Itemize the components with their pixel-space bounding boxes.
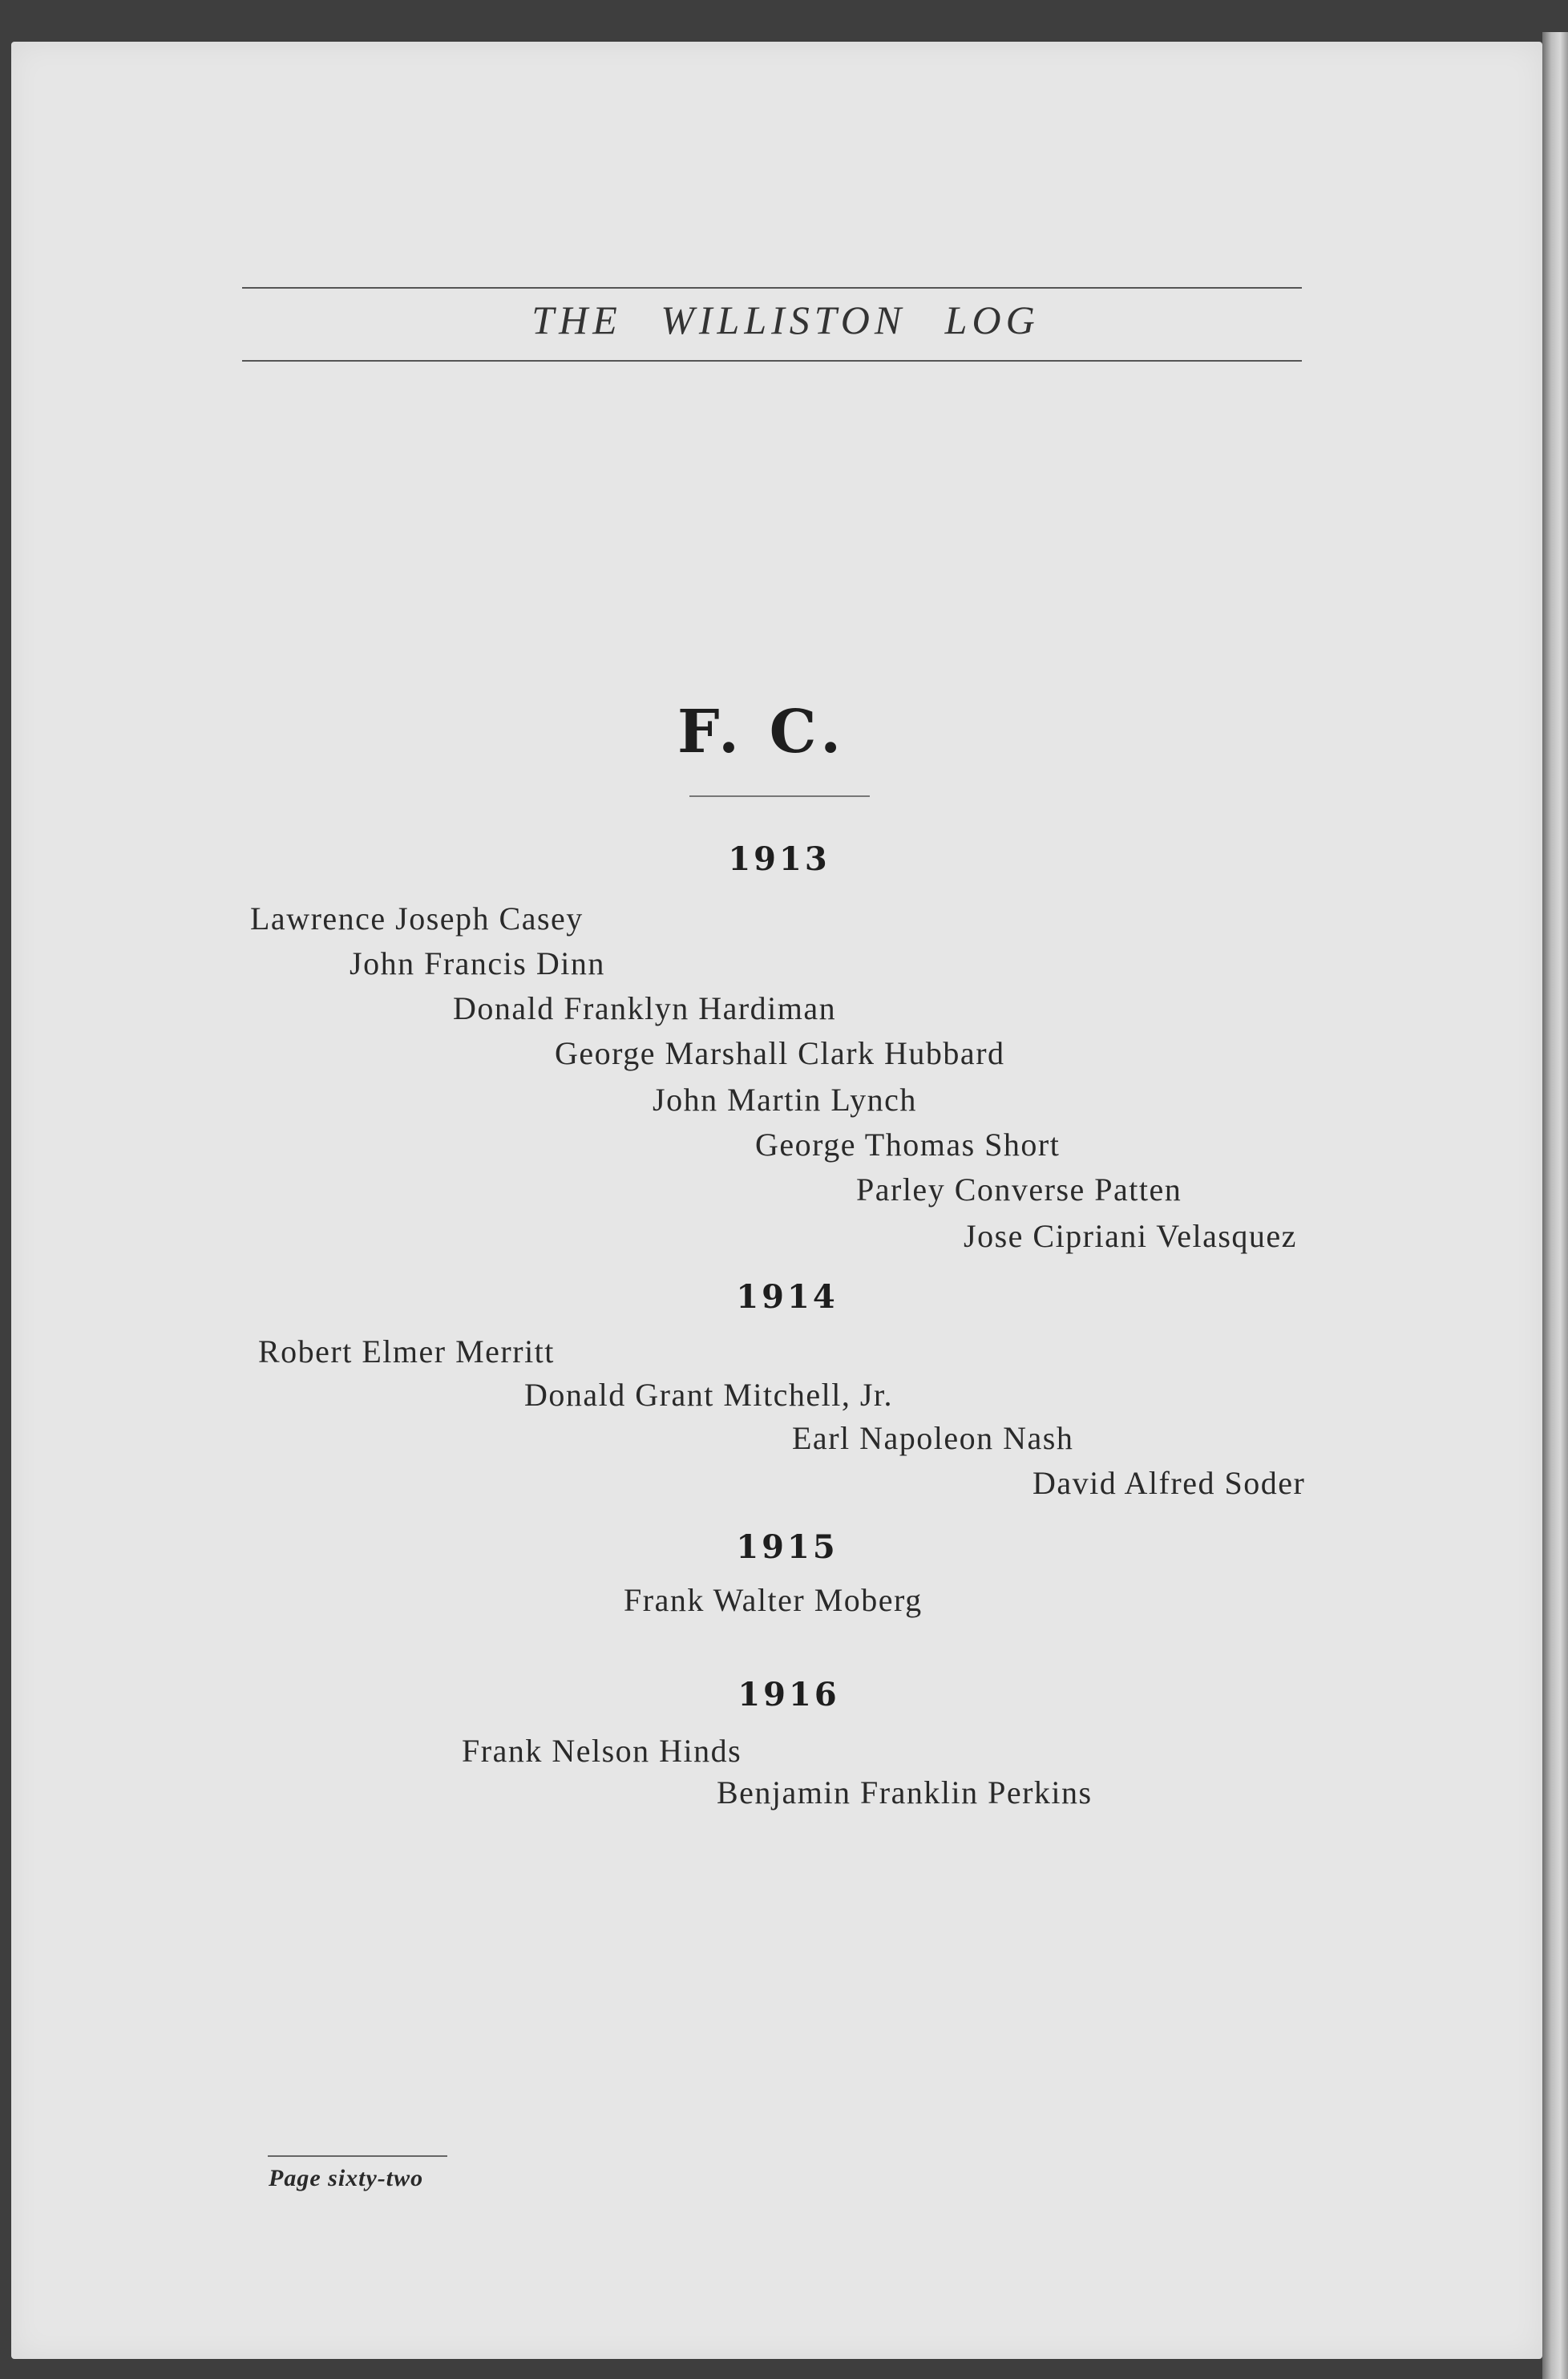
class-year-1914: 1914 <box>736 1278 839 1316</box>
member-name: Frank Nelson Hinds <box>462 1733 742 1769</box>
page-edge <box>1542 32 1568 2379</box>
page-sheet <box>11 42 1542 2359</box>
running-head: THE WILLISTON LOG <box>531 297 1040 342</box>
society-rule <box>689 795 870 797</box>
member-name: John Francis Dinn <box>350 945 605 981</box>
member-name: Frank Walter Moberg <box>624 1582 923 1618</box>
member-name: Benjamin Franklin Perkins <box>717 1774 1093 1811</box>
class-year-1913: 1913 <box>728 840 830 878</box>
header-top-rule <box>242 287 1302 289</box>
member-name: John Martin Lynch <box>653 1082 917 1118</box>
member-name: Robert Elmer Merritt <box>258 1333 555 1370</box>
page-number: Page sixty-two <box>269 2165 424 2191</box>
member-name: Earl Napoleon Nash <box>792 1420 1074 1456</box>
member-name: George Marshall Clark Hubbard <box>555 1035 1005 1071</box>
footer-rule <box>268 2155 447 2157</box>
member-name: George Thomas Short <box>755 1127 1061 1163</box>
member-name: Parley Converse Patten <box>856 1171 1182 1208</box>
member-name: Lawrence Joseph Casey <box>250 900 584 937</box>
member-name: David Alfred Soder <box>1033 1465 1306 1501</box>
member-name: Donald Grant Mitchell, Jr. <box>524 1377 894 1413</box>
class-year-1915: 1915 <box>736 1528 839 1566</box>
society-heading: F. C. <box>677 698 846 767</box>
class-year-1916: 1916 <box>738 1676 840 1713</box>
header-bottom-rule <box>242 360 1302 362</box>
member-name: Donald Franklyn Hardiman <box>453 990 837 1026</box>
member-name: Jose Cipriani Velasquez <box>964 1218 1297 1254</box>
